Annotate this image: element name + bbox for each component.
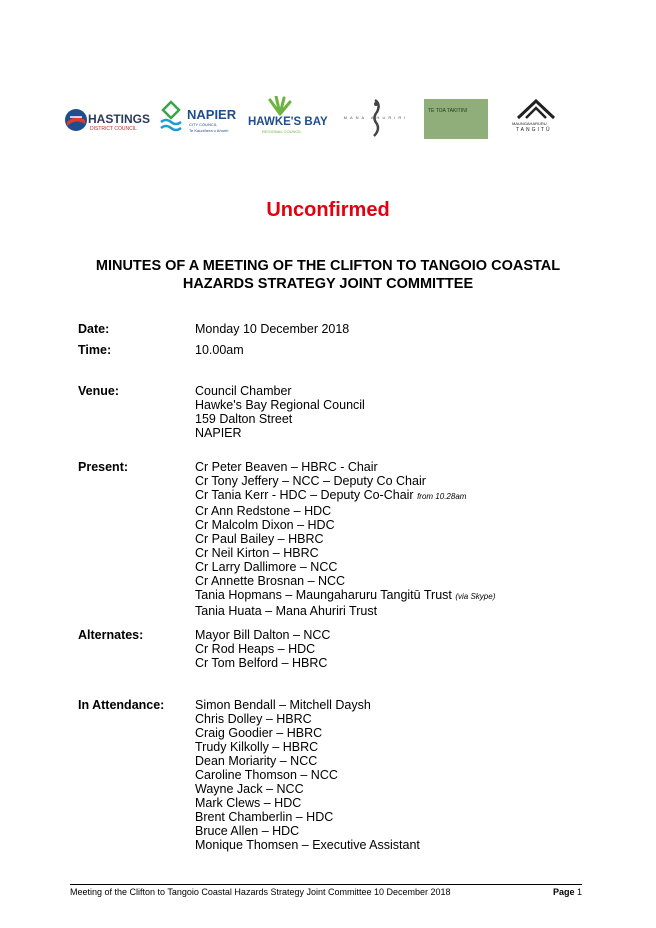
page-number: 1 [576,887,582,897]
mana-ahuriri-logo-name: MANA AHURIRI [343,115,409,120]
venue-line: Hawke's Bay Regional Council [195,398,365,412]
hawkes-bay-logo-name: HAWKE'S BAY [248,116,328,128]
member-name: Cr Larry Dallimore – NCC [195,560,338,574]
present-member [195,604,595,618]
attendee: Wayne Jack – NCC [195,782,304,796]
time-value: 10.00am [195,343,244,357]
attendee: Simon Bendall – Mitchell Daysh [195,698,371,712]
napier-logo-name: NAPIER [187,107,237,122]
member-name: Cr Paul Bailey – HBRC [195,532,324,546]
page-title [40,257,616,293]
maungaharuru-logo-name: MAUNGAHARURU [512,121,547,126]
venue-line: 159 Dalton Street [195,412,293,426]
present-member [195,588,595,604]
footer-divider [70,884,582,885]
present-member [195,560,595,574]
footer-text: Meeting of the Clifton to Tangoio Coastal Hazards Strategy Joint Committee 10 December 2018 [70,887,451,897]
page-title-line-1: MINUTES OF A MEETING OF THE CLIFTON TO TANGOIO COASTAL [95,258,561,274]
present-member [195,504,595,518]
page-footer [70,887,582,897]
member-note: (via Skype) [455,592,496,601]
hastings-logo-name: HASTINGS [88,112,151,126]
attendee: Caroline Thomson – NCC [195,768,338,782]
te-toa-takitini-logo-name: TE TOA TAKITINI [428,108,468,114]
date-label: Date: [78,322,110,336]
mana-ahuriri-logo [340,96,412,144]
member-name: Cr Ann Redstone – HDC [195,504,332,518]
council-logos [64,96,564,144]
hastings-logo [64,96,150,144]
present-member [195,574,595,588]
page-label: Page [552,887,575,897]
venue-label: Venue: [78,384,119,398]
hawkes-bay-logo [248,96,328,144]
venue-line: Council Chamber [195,384,292,398]
member-name: Cr Tony Jeffery – NCC – Deputy Co Chair [195,474,426,488]
attendance-label: In Attendance: [78,698,165,712]
attendee: Bruce Allen – HDC [195,824,300,838]
date-value: Monday 10 December 2018 [195,322,350,336]
present-member [195,518,595,532]
member-note: from 10.28am [417,492,467,501]
document-status: Unconfirmed [266,199,390,221]
maungaharuru-logo-sub: TANGITŪ [516,127,552,133]
alternate-member: Cr Tom Belford – HBRC [195,656,328,670]
napier-logo-sub: CITY COUNCIL [189,122,218,127]
venue-line: NAPIER [195,426,242,440]
member-name: Cr Peter Beaven – HBRC - Chair [195,460,378,474]
napier-logo-tagline: Te Kaunihera o Ahuriri [189,128,229,133]
attendee: Craig Goodier – HBRC [195,726,323,740]
alternate-member: Mayor Bill Dalton – NCC [195,628,331,642]
attendee: Trudy Kilkolly – HBRC [195,740,319,754]
alternate-member: Cr Rod Heaps – HDC [195,642,316,656]
time-label: Time: [78,343,112,357]
hawkes-bay-logo-sub: REGIONAL COUNCIL [262,129,302,134]
mountain-peaks-icon [516,98,556,120]
hawkes-bay-leaf-icon [260,96,300,116]
present-member [195,460,595,474]
hastings-emblem-icon [64,108,88,132]
present-label: Present: [78,460,129,474]
member-name: Cr Tania Kerr - HDC – Deputy Co-Chair [195,488,414,502]
present-member [195,532,595,546]
member-name: Cr Neil Kirton – HBRC [195,546,319,560]
hastings-logo-sub: DISTRICT COUNCIL [90,126,137,132]
alternates-label: Alternates: [78,628,144,642]
member-name: Tania Hopmans – Maungaharuru Tangitū Trust [195,588,452,602]
attendee: Mark Clews – HDC [195,796,302,810]
present-member [195,474,595,488]
page-title-line-2: HAZARDS STRATEGY JOINT COMMITTEE [182,276,474,292]
present-member [195,488,595,504]
attendee: Brent Chamberlin – HDC [195,810,334,824]
member-name: Cr Annette Brosnan – NCC [195,574,346,588]
attendee: Monique Thomsen – Executive Assistant [195,838,420,852]
member-name: Tania Huata – Mana Ahuriri Trust [195,604,378,618]
attendee: Dean Moriarity – NCC [195,754,318,768]
napier-logo [159,96,239,144]
te-toa-takitini-logo [424,99,488,139]
present-member [195,546,595,560]
napier-wave-icon [159,100,183,136]
maungaharuru-logo [508,96,564,144]
page-indicator [553,887,582,897]
attendee: Chris Dolley – HBRC [195,712,312,726]
member-name: Cr Malcolm Dixon – HDC [195,518,335,532]
